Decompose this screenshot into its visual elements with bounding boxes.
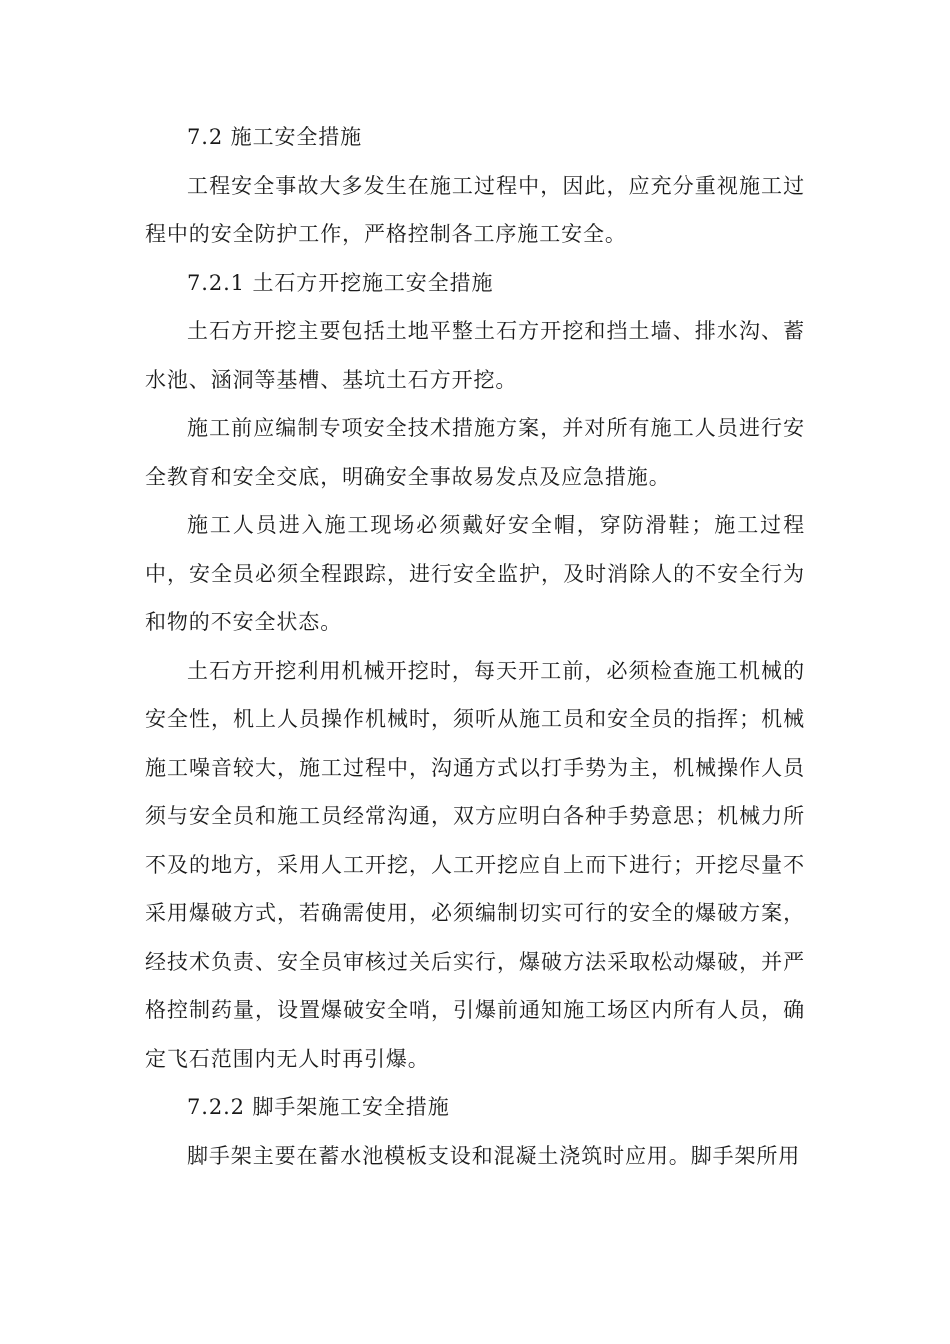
paragraph-earthwork-scope: 土石方开挖主要包括土地平整土石方开挖和挡土墙、排水沟、蓄水池、涵洞等基槽、基坑土石方开挖。 (145, 319, 805, 392)
section-heading-7-2-1: 7.2.1 土石方开挖施工安全措施 (187, 270, 494, 295)
paragraph-personnel: 施工人员进入施工现场必须戴好安全帽，穿防滑鞋；施工过程中，安全员必须全程跟踪，进行安全监护，及时消除人的不安全行为和物的不安全状态。 (145, 513, 805, 634)
paragraph-intro: 工程安全事故大多发生在施工过程中，因此，应充分重视施工过程中的安全防护工作，严格控制各工序施工安全。 (145, 173, 805, 246)
paragraph-machinery: 土石方开挖利用机械开挖时，每天开工前，必须检查施工机械的安全性，机上人员操作机械时，须听从施工员和安全员的指挥；机械施工噪音较大，施工过程中，沟通方式以打手势为主，机械操作人员须与安全员和施工员经常沟通，双方应明白各种手势意思；机械力所不及的地方，采用人工开挖，人工开挖应自上而下进行；开挖尽量不采用爆破方式，若确需使用，必须编制切实可行的安全的爆破方案，经技术负责、安全员审核过关后实行，爆破方法采取松动爆破，并严格控制药量，设置爆破安全哨，引爆前通知施工场区内所有人员，确定飞石范围内无人时再引爆。 (145, 658, 805, 1071)
section-heading-7-2: 7.2 施工安全措施 (187, 125, 363, 149)
section-heading-7-2-2: 7.2.2 脚手架施工安全措施 (187, 1095, 450, 1119)
paragraph-scaffold: 脚手架主要在蓄水池模板支设和混凝土浇筑时应用。脚手架所用 (187, 1143, 801, 1168)
paragraph-safety-plan: 施工前应编制专项安全技术措施方案，并对所有施工人员进行安全教育和安全交底，明确安全事故易发点及应急措施。 (145, 416, 805, 489)
document-body (145, 113, 805, 1180)
